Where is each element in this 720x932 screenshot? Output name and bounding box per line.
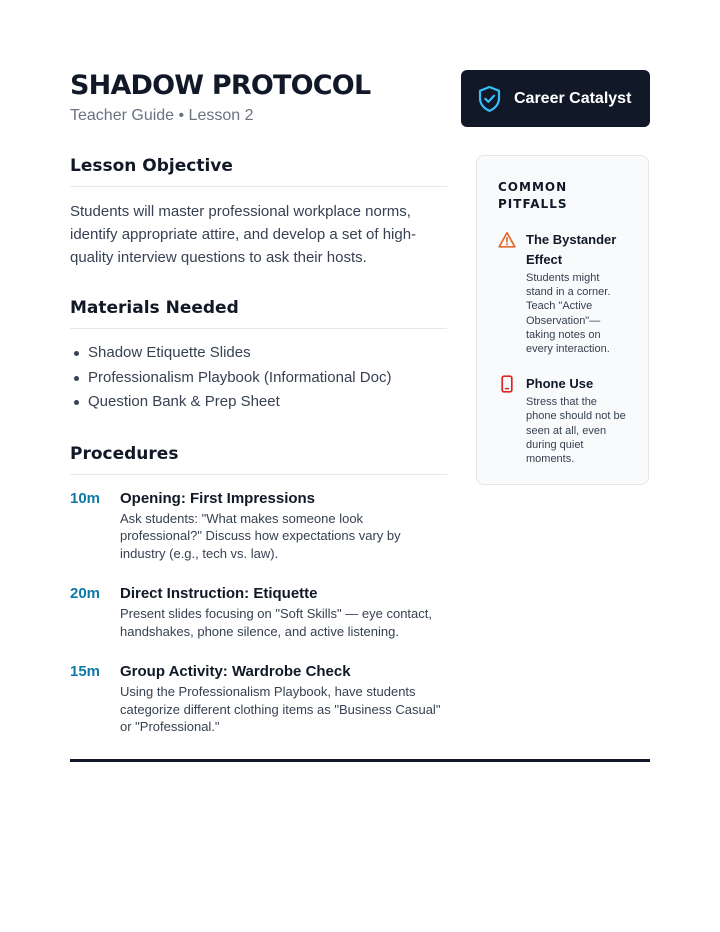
- page-subtitle: Teacher Guide • Lesson 2: [70, 107, 254, 124]
- procedure-desc: Using the Professionalism Playbook, have students categorize different clothing items as "Business Casual" or "Professional.": [120, 684, 441, 734]
- pitfall-item: [498, 230, 628, 356]
- materials-list: [70, 341, 447, 415]
- warning-triangle-icon: [498, 231, 516, 249]
- procedure-time: 10m: [70, 489, 101, 507]
- phone-icon: [498, 375, 516, 393]
- objective-heading: Lesson Objective: [70, 155, 447, 187]
- materials-heading: Materials Needed: [70, 297, 447, 329]
- footer-divider: [70, 759, 650, 762]
- pitfall-title: Phone Use: [526, 376, 594, 392]
- procedures-section: [70, 443, 447, 736]
- procedure-title: Direct Instruction: Etiquette: [120, 585, 318, 602]
- pitfall-desc: Students might stand in a corner. Teach "Active Observation"—taking notes on every interaction.: [526, 272, 611, 356]
- pitfalls-heading: COMMON PITFALLS: [498, 180, 568, 211]
- procedure-item: [70, 662, 447, 736]
- list-item: Question Bank & Prep Sheet: [70, 390, 447, 415]
- procedure-time: 15m: [70, 663, 101, 680]
- procedure-item: [70, 584, 447, 640]
- procedure-time: 20m: [70, 585, 101, 602]
- procedure-desc: Present slides focusing on "Soft Skills" — eye contact, handshakes, phone silence, and active listening.: [120, 606, 432, 639]
- procedure-title: Group Activity: Wardrobe Check: [120, 663, 351, 680]
- list-item: Shadow Etiquette Slides: [70, 341, 447, 366]
- pitfall-desc: Stress that the phone should not be seen at all, even during quiet moments.: [526, 396, 626, 466]
- pitfall-item: [498, 374, 628, 466]
- page-title: SHADOW PROTOCOL: [70, 70, 371, 101]
- procedure-desc: Ask students: "What makes someone look professional?" Discuss how expectations vary by industry (e.g., tech vs. law).: [120, 510, 401, 561]
- objective-text: Students will master professional workplace norms, identify appropriate attire, and develop a set of high-quality interview questions to ask their hosts.: [70, 203, 417, 266]
- brand-name: Career Catalyst: [514, 89, 632, 107]
- pitfall-title: The Bystander Effect: [526, 232, 617, 267]
- page-header: [70, 70, 650, 130]
- brand-badge: [461, 70, 650, 127]
- procedure-item: [70, 489, 447, 563]
- shield-check-icon: [477, 85, 502, 113]
- list-item: Professionalism Playbook (Informational Doc): [70, 366, 447, 391]
- objective-section: [70, 155, 447, 269]
- procedure-title: Opening: First Impressions: [120, 489, 316, 507]
- main-content: [70, 155, 447, 736]
- procedures-heading: Procedures: [70, 443, 447, 475]
- pitfalls-sidebar: [476, 155, 649, 485]
- materials-section: [70, 297, 447, 415]
